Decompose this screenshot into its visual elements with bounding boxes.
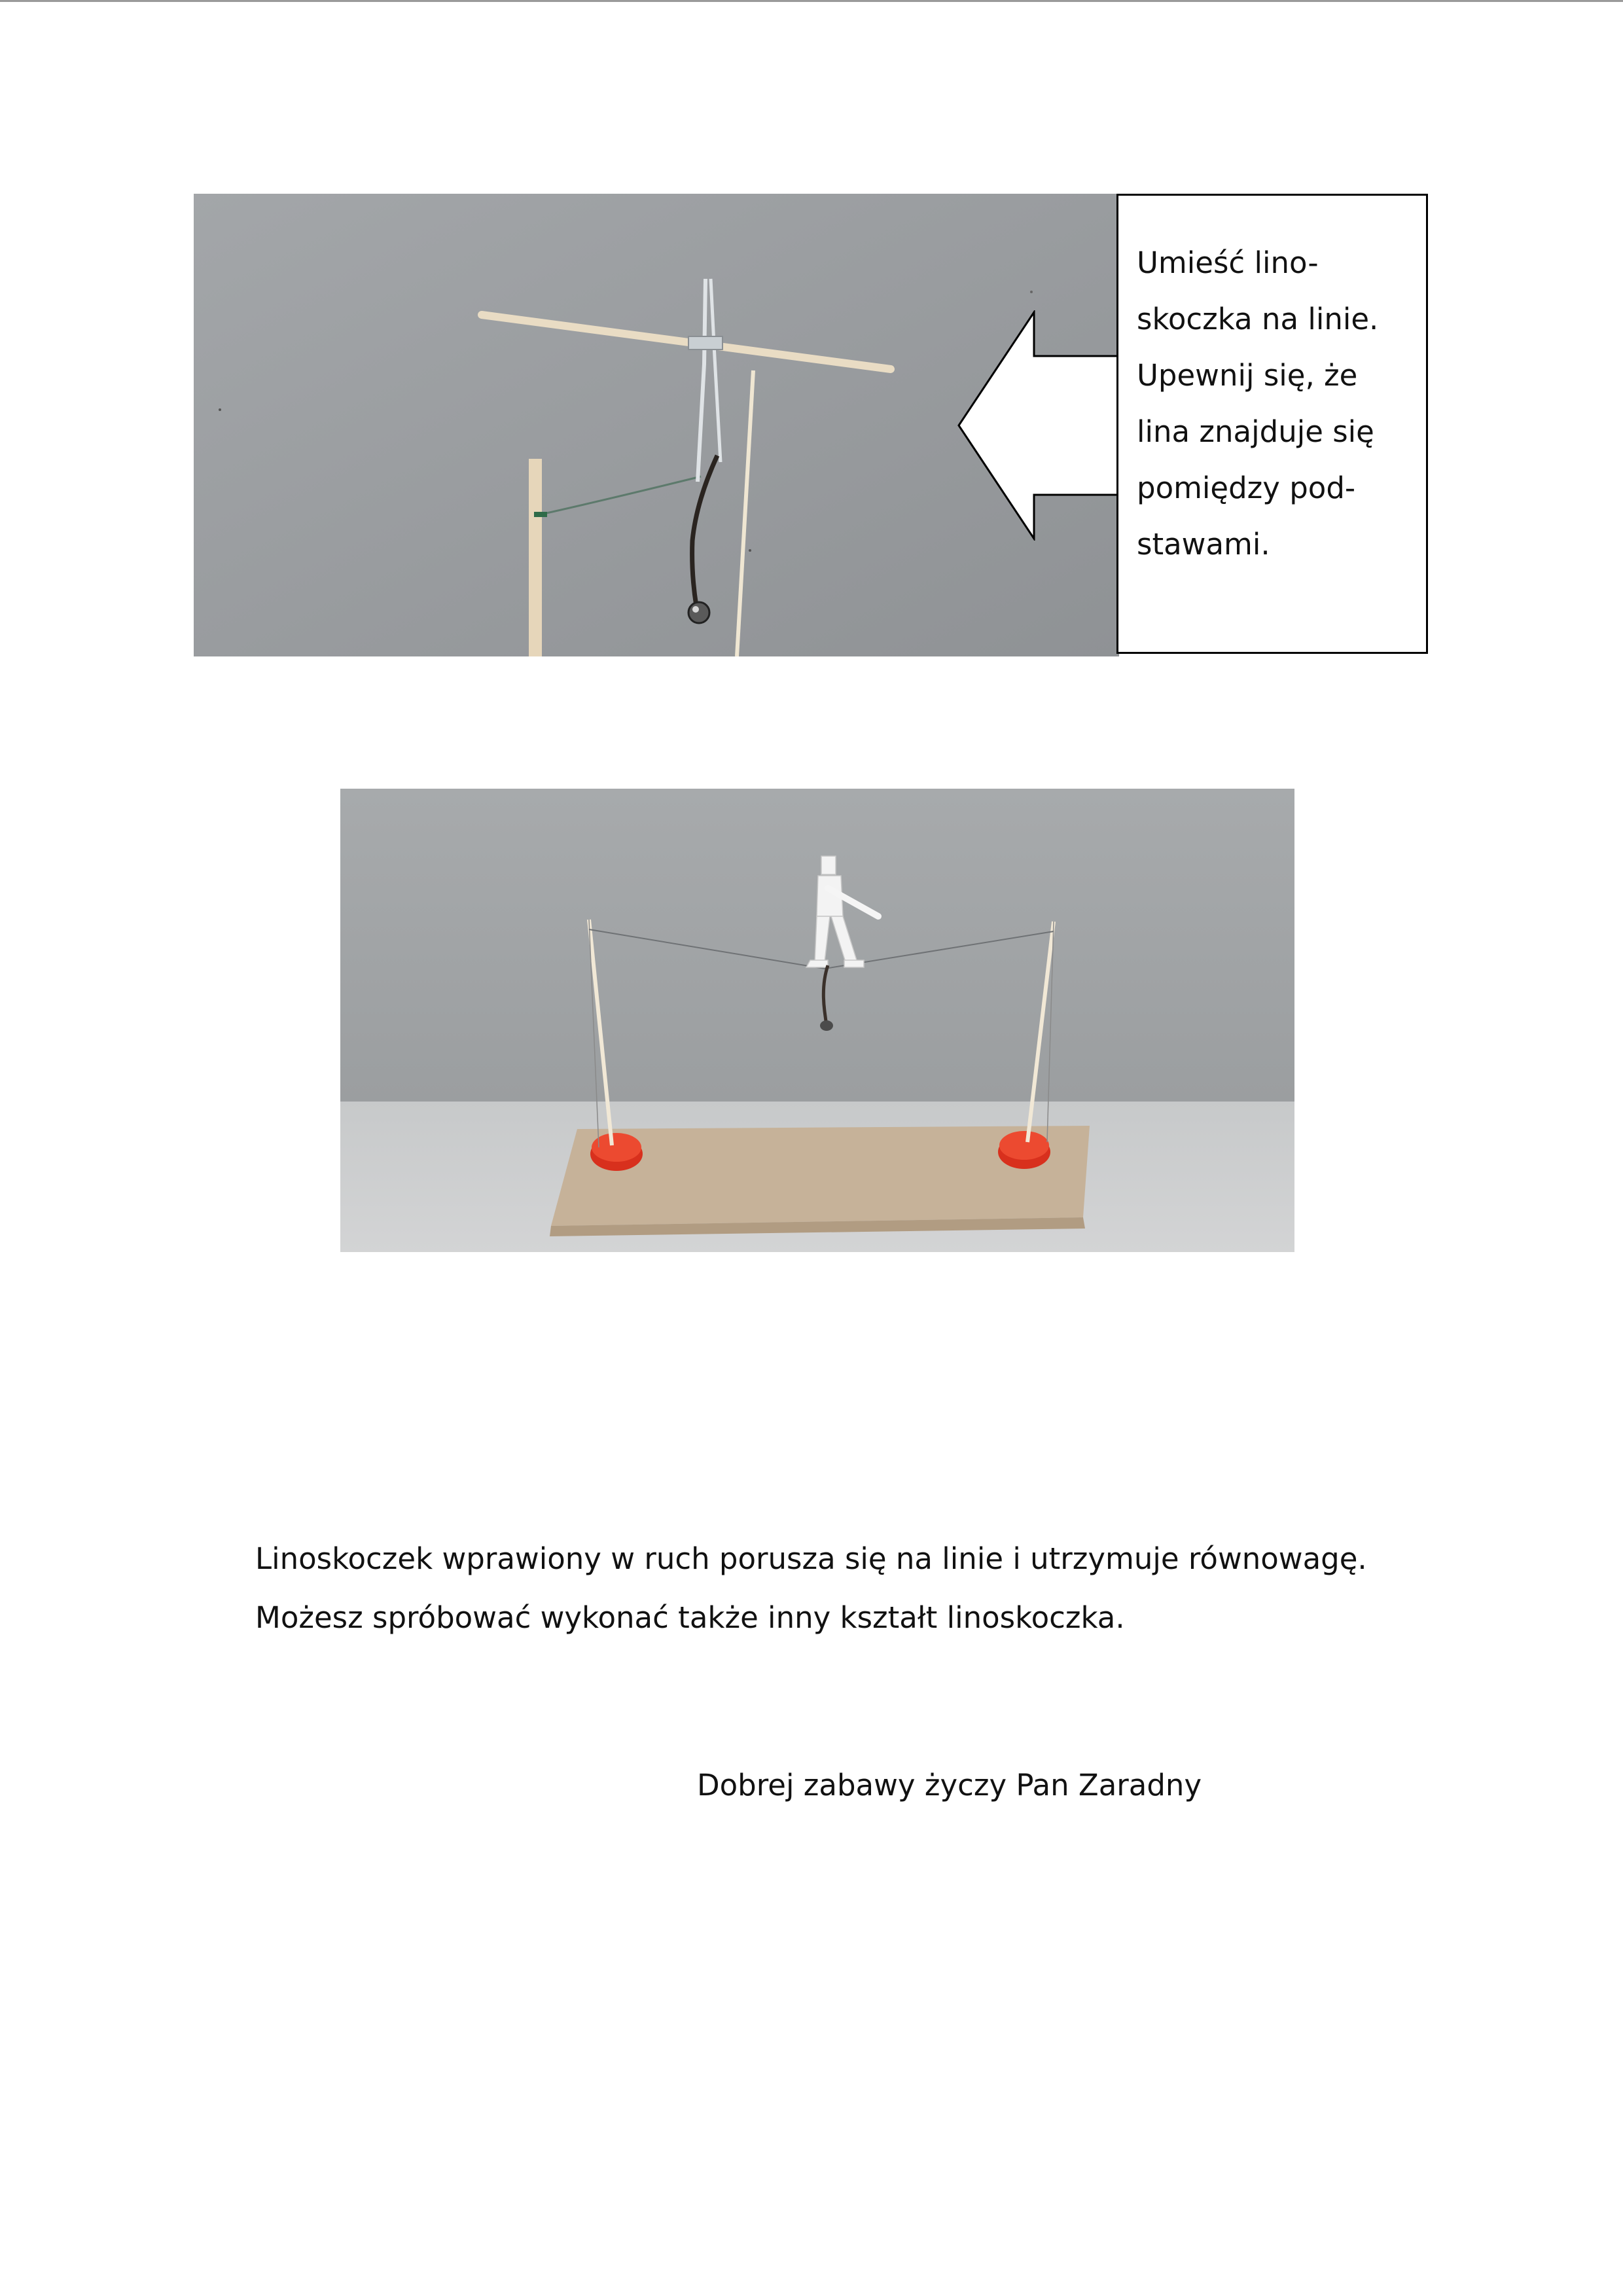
description-line-1: Linoskoczek wprawiony w ruch porusza się na linie i utrzymuje równowagę.	[255, 1541, 1367, 1576]
top-border-line	[0, 0, 1623, 2]
callout-line: stawami.	[1137, 527, 1270, 562]
instruction-callout	[1116, 194, 1428, 654]
callout-line: lina znajduje się	[1137, 414, 1374, 449]
callout-line: Umieść lino-	[1137, 245, 1319, 280]
closing-signature: Dobrej zabawy życzy Pan Zaradny	[697, 1768, 1202, 1803]
description-line-2: Możesz spróbować wykonać także inny kształt linoskoczka.	[255, 1600, 1125, 1635]
callout-line: pomiędzy pod-	[1137, 471, 1356, 505]
callout-line: skoczka na linie.	[1137, 302, 1379, 336]
photo-finished-model	[340, 789, 1294, 1252]
arrow-left-icon	[957, 310, 1123, 541]
callout-line: Upewnij się, że	[1137, 358, 1358, 393]
